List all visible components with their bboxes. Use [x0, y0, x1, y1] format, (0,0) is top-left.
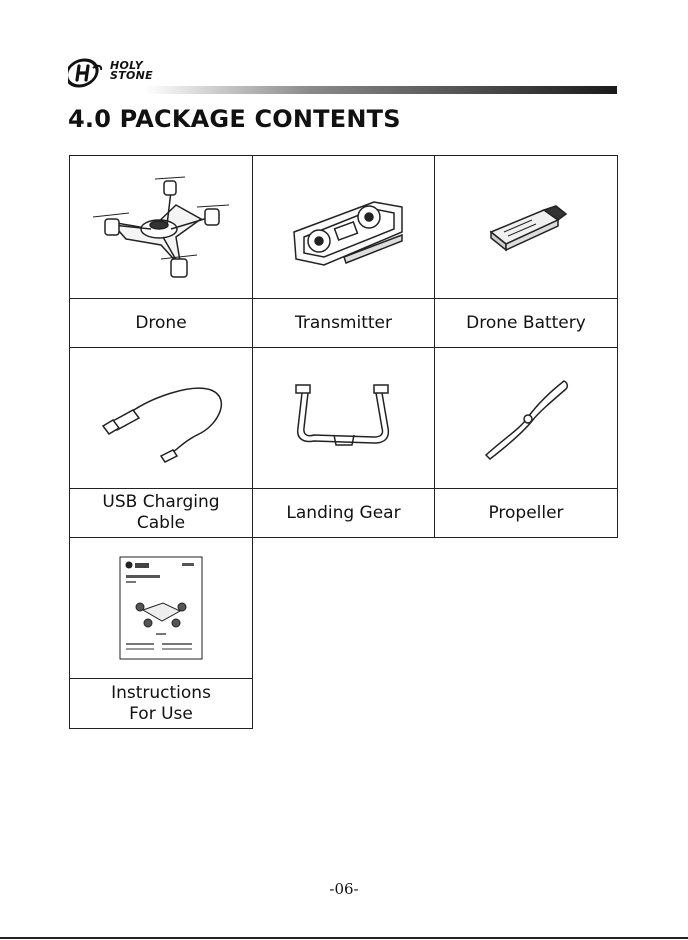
item-label-usb-cable: USB Charging Cable [69, 488, 253, 538]
page-number: -06- [329, 880, 359, 898]
header-rule [145, 86, 617, 94]
landing-gear-icon [284, 373, 404, 463]
battery-icon [476, 192, 576, 262]
item-label-battery: Drone Battery [434, 298, 618, 348]
item-label-transmitter: Transmitter [252, 298, 435, 348]
usb-cable-image-cell [69, 347, 253, 489]
item-label-landing-gear: Landing Gear [252, 488, 435, 538]
page-title: 4.0 PACKAGE CONTENTS [68, 105, 401, 133]
propeller-image-cell [434, 347, 618, 489]
transmitter-image-cell [252, 155, 435, 299]
holy-stone-logo-icon [68, 58, 106, 88]
transmitter-icon [274, 177, 414, 277]
drone-icon [81, 167, 241, 287]
item-label-drone: Drone [69, 298, 253, 348]
item-label-propeller: Propeller [434, 488, 618, 538]
bottom-rule [0, 937, 688, 939]
logo-wordmark: HOLY STONE [110, 59, 153, 82]
manual-image-cell [69, 537, 253, 679]
item-label-instructions: Instructions For Use [69, 678, 253, 729]
landing-gear-image-cell [252, 347, 435, 489]
manual-icon [118, 555, 204, 661]
brand-logo [68, 58, 153, 90]
propeller-icon [476, 373, 576, 463]
battery-image-cell [434, 155, 618, 299]
usb-cable-icon [91, 368, 231, 468]
drone-image-cell [69, 155, 253, 299]
